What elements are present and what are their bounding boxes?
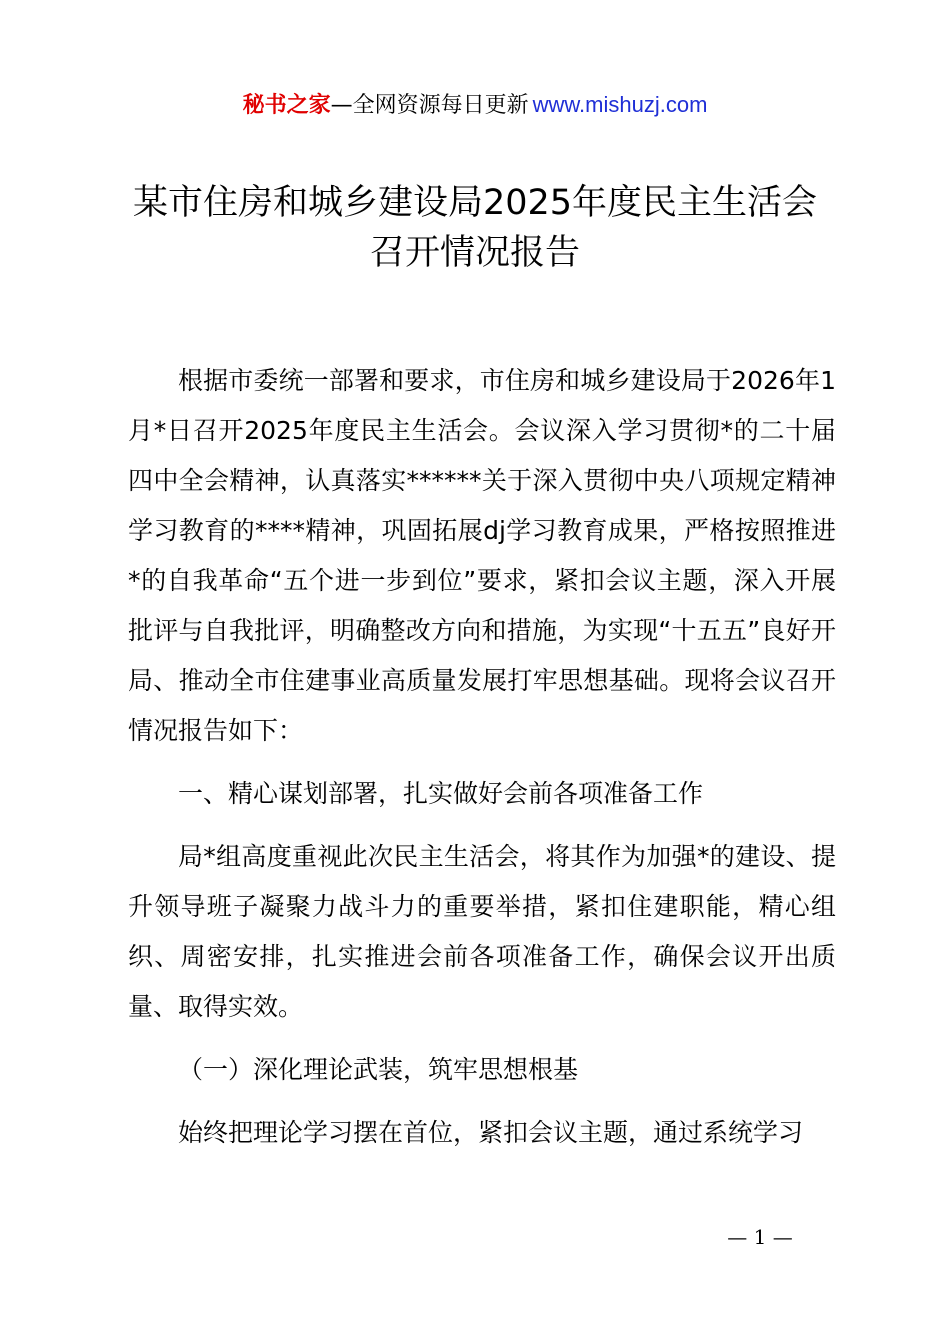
document-title-line-1: 某市住房和城乡建设局2025年度民主生活会 (132, 183, 818, 223)
site-url-link[interactable]: www.mishuzj.com (532, 92, 708, 117)
site-header (0, 88, 950, 123)
site-name: 秘书之家 (242, 93, 331, 118)
subsection-heading-1: （一）深化理论武装，筑牢思想根基 (178, 1055, 579, 1084)
document-body (128, 356, 836, 1158)
site-tagline: —全网资源每日更新 (330, 93, 529, 118)
document-title-line-2: 召开情况报告 (369, 233, 580, 273)
page-number: — 1 — (727, 1225, 793, 1249)
section-heading-1: 一、精心谋划部署，扎实做好会前各项准备工作 (178, 779, 704, 808)
intro-paragraph: 根据市委统一部署和要求，市住房和城乡建设局于2026年1月*日召开2025年度民主生活会。会议深入学习贯彻*的二十届四中全会精神，认真落实******关于深入贯彻中央八项规定精神学习教育的****精神，巩固拓展dj学习教育成果，严格按照推进*的自我革命“五个进一步到位”要求，紧扣会议主题，深入开展批评与自我批评，明确整改方向和措施，为实现“十五五”良好开局、推动全市住建事业高质量发展打牢思想基础。现将会议召开情况报告如下： (128, 366, 836, 745)
document-title (60, 178, 890, 278)
subsection-1-paragraph: 始终把理论学习摆在首位，紧扣会议主题，通过系统学习 (178, 1118, 804, 1147)
section-1-paragraph: 局*组高度重视此次民主生活会，将其作为加强*的建设、提升领导班子凝聚力战斗力的重要举措，紧扣住建职能，精心组织、周密安排，扎实推进会前各项准备工作，确保会议开出质量、取得实效。 (128, 842, 836, 1021)
